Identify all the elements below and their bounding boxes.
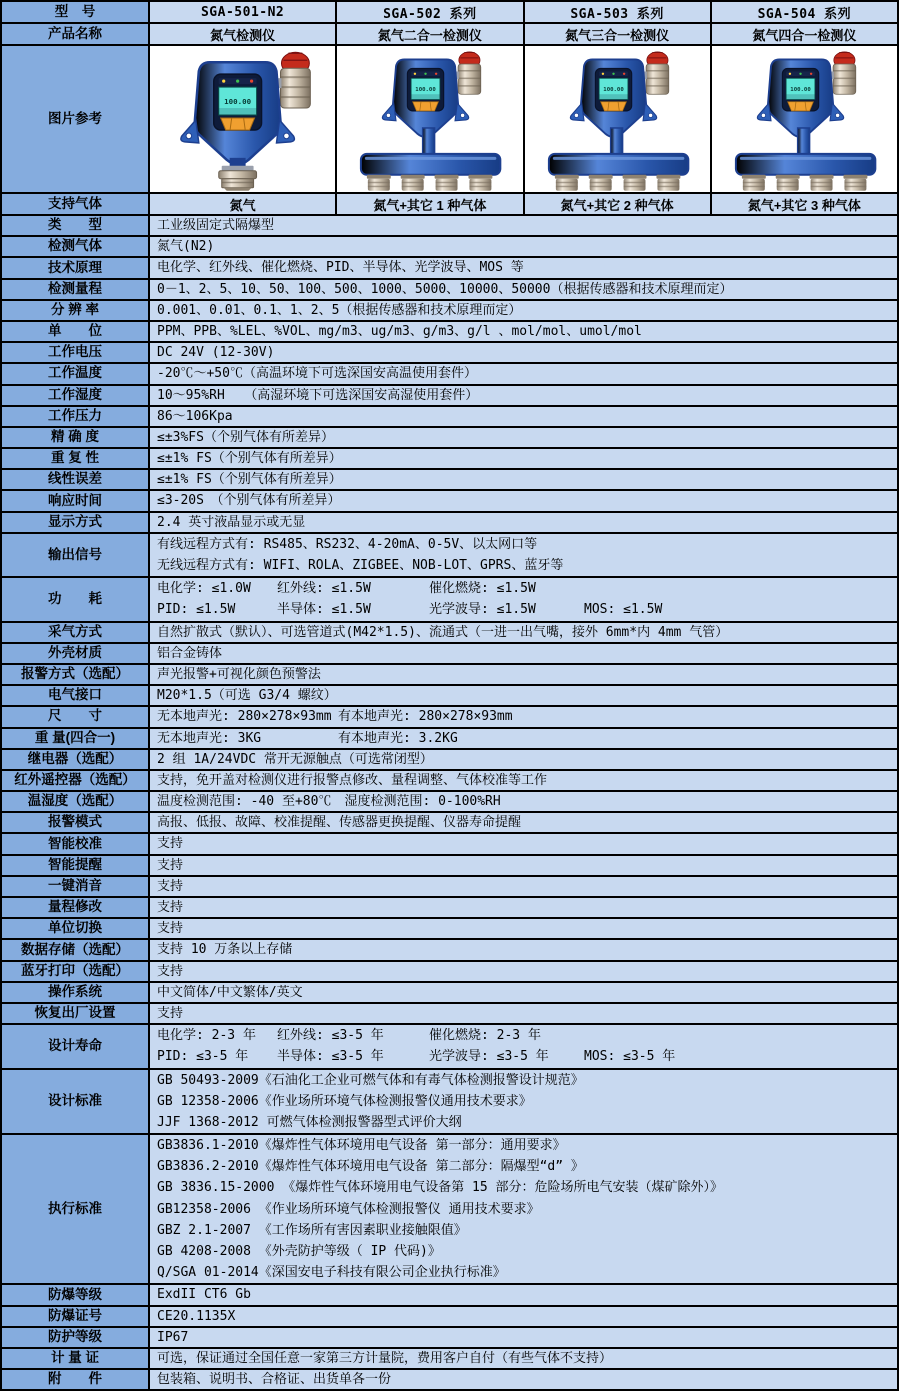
value-text: 工业级固定式隔爆型 — [157, 218, 275, 233]
image-cell — [150, 46, 337, 192]
value-segment: 半导体: ≤3-5 年 — [277, 1049, 384, 1065]
model-col-2: SGA-503 系列 — [525, 2, 712, 22]
row-label: 计 量 证 — [2, 1349, 150, 1368]
spec-row — [2, 534, 897, 578]
spec-row — [2, 364, 897, 385]
row-value — [150, 1328, 897, 1347]
value-line — [157, 1135, 897, 1156]
spec-row — [2, 1285, 897, 1306]
value-segment: 光学波导: ≤1.5W — [429, 602, 536, 618]
value-line — [157, 834, 897, 853]
value-line — [157, 919, 897, 938]
row-value — [150, 534, 897, 576]
value-segment: MOS: ≤3-5 年 — [584, 1049, 676, 1065]
value-segment: 有本地声光: 3.2KG — [338, 730, 458, 746]
row-label: 电气接口 — [2, 686, 150, 705]
row-label: 设计标准 — [2, 1070, 150, 1134]
value-text: 10～95%RH （高湿环境下可选深国安高湿使用套件） — [157, 387, 479, 403]
row-label: 工作电压 — [2, 343, 150, 362]
row-value — [150, 623, 897, 642]
spec-row — [2, 343, 897, 364]
spec-row — [2, 386, 897, 407]
row-label: 继电器（选配） — [2, 750, 150, 769]
row-value — [150, 280, 897, 299]
row-label: 智能提醒 — [2, 856, 150, 875]
row-label: 重 复 性 — [2, 449, 150, 468]
row-label: 附 件 — [2, 1370, 150, 1389]
value-text: GB3836.1-2010《爆炸性气体环境用电气设备 第一部分：通用要求》 — [157, 1138, 566, 1154]
value-segment: 催化燃烧: 2-3 年 — [429, 1028, 541, 1044]
value-text: 2.4 英寸液晶显示或无显 — [157, 514, 306, 530]
value-line — [157, 983, 897, 1002]
row-value — [150, 301, 897, 320]
value-line — [157, 237, 897, 256]
value-text: ExdII CT6 Gb — [157, 1287, 251, 1303]
row-label: 单 位 — [2, 322, 150, 341]
row-value — [150, 1370, 897, 1389]
model-col-3: SGA-504 系列 — [712, 2, 897, 22]
row-value — [150, 386, 897, 405]
row-value — [150, 237, 897, 256]
row-value — [150, 771, 897, 790]
spec-row — [2, 449, 897, 470]
row-label: 执行标准 — [2, 1135, 150, 1283]
row-value — [150, 322, 897, 341]
value-text: 支持 — [157, 836, 184, 852]
value-text: 支持 — [157, 878, 184, 894]
spec-row — [2, 280, 897, 301]
value-text: M20*1.5（可选 G3/4 螺纹） — [157, 688, 337, 704]
spec-row — [2, 940, 897, 961]
row-value — [150, 665, 897, 684]
row-value — [150, 1025, 897, 1067]
value-line — [157, 940, 897, 959]
value-text: IP67 — [157, 1329, 189, 1345]
value-line — [157, 301, 897, 320]
row-label: 工作温度 — [2, 364, 150, 383]
row-value — [150, 428, 897, 447]
value-line — [157, 729, 897, 748]
value-text: ≤3-20S （个别气体有所差异） — [157, 493, 341, 509]
value-line — [157, 1070, 897, 1091]
spec-row — [2, 856, 897, 877]
value-text: 支持 — [157, 963, 184, 979]
value-text: 0－1、2、5、10、50、100、500、1000、5000、10000、50000（根据传感器和技术原理而定） — [157, 281, 733, 297]
spec-row — [2, 578, 897, 622]
row-label: 设计寿命 — [2, 1025, 150, 1067]
value-line — [157, 578, 897, 599]
value-text: 电化学、红外线、催化燃烧、PID、半导体、光学波导、MOS 等 — [157, 260, 524, 276]
row-value — [150, 919, 897, 938]
model-col-0: SGA-501-N2 — [150, 2, 337, 22]
value-text: DC 24V (12-30V) — [157, 345, 275, 361]
value-line — [157, 665, 897, 684]
row-label: 红外遥控器（选配） — [2, 771, 150, 790]
value-line — [157, 707, 897, 726]
row-value — [150, 856, 897, 875]
value-text: 支持 — [157, 1005, 184, 1021]
row-label: 线性误差 — [2, 470, 150, 489]
spec-row — [2, 322, 897, 343]
row-value — [150, 343, 897, 362]
spec-row — [2, 962, 897, 983]
row-label: 型 号 — [2, 2, 150, 22]
value-text: -20℃～+50℃（高温环境下可选深国安高温使用套件） — [157, 366, 477, 382]
value-line — [157, 962, 897, 981]
value-text: 支持 10 万条以上存储 — [157, 942, 293, 958]
row-label: 量程修改 — [2, 898, 150, 917]
value-line — [157, 1370, 897, 1389]
spec-row — [2, 1070, 897, 1136]
value-line — [157, 750, 897, 769]
row-value — [150, 513, 897, 532]
image-cell — [525, 46, 712, 192]
supported-gas-col-1: 氮气+其它 1 种气体 — [337, 194, 524, 214]
model-row — [2, 2, 897, 24]
value-line — [157, 1177, 897, 1198]
spec-row — [2, 1370, 897, 1389]
row-value — [150, 729, 897, 748]
row-label: 一键消音 — [2, 877, 150, 896]
value-line — [157, 513, 897, 532]
value-line — [157, 1307, 897, 1326]
spec-row — [2, 834, 897, 855]
row-value — [150, 898, 897, 917]
value-segment: 无本地声光: 280×278×93mm — [157, 709, 332, 725]
row-value — [150, 644, 897, 663]
value-text: GB 4208-2008 《外壳防护等级（ IP 代码)》 — [157, 1244, 441, 1259]
row-label: 工作湿度 — [2, 386, 150, 405]
value-text: JJF 1368-2012 可燃气体检测报警器型式评价大纲 — [157, 1114, 462, 1130]
value-text: GB 12358-2006《作业场所环境气体检测报警仪通用技术要求》 — [157, 1093, 532, 1109]
gas-detector-single-icon — [150, 46, 335, 192]
value-line — [157, 322, 897, 341]
product-name-col-3: 氮气四合一检测仪 — [712, 24, 897, 44]
value-line — [157, 792, 897, 811]
value-line — [157, 343, 897, 362]
value-text: PPM、PPB、%LEL、%VOL、mg/m3、ug/m3、g/m3、g/l 、mol/mol、umol/mol — [157, 323, 642, 339]
value-line — [157, 1156, 897, 1177]
value-text: GB 3836.15-2000 《爆炸性气体环境用电气设备第 15 部分：危险场所电气安装（煤矿除外）》 — [157, 1180, 724, 1196]
row-value — [150, 1135, 897, 1283]
value-line — [157, 470, 897, 489]
row-value — [150, 1004, 897, 1023]
row-label: 重 量(四合一) — [2, 729, 150, 748]
spec-row — [2, 491, 897, 512]
row-value — [150, 940, 897, 959]
supported-gas-col-3: 氮气+其它 3 种气体 — [712, 194, 897, 214]
value-line — [157, 856, 897, 875]
row-label: 报警方式（选配） — [2, 665, 150, 684]
value-line — [157, 1112, 897, 1133]
spec-row — [2, 1135, 897, 1285]
row-value — [150, 1349, 897, 1368]
value-line — [157, 1349, 897, 1368]
row-value — [150, 1307, 897, 1326]
product-name-col-1: 氮气二合一检测仪 — [337, 24, 524, 44]
row-label: 输出信号 — [2, 534, 150, 576]
row-label: 数据存储（选配） — [2, 940, 150, 959]
value-segment: PID: ≤1.5W — [157, 602, 236, 618]
row-label: 功 耗 — [2, 578, 150, 620]
image-cell — [337, 46, 524, 192]
value-line — [157, 644, 897, 663]
spec-row — [2, 813, 897, 834]
row-label: 报警模式 — [2, 813, 150, 832]
row-label: 外壳材质 — [2, 644, 150, 663]
row-value — [150, 750, 897, 769]
value-line — [157, 449, 897, 468]
product-name-col-0: 氮气检测仪 — [150, 24, 337, 44]
value-text: ≤±1% FS（个别气体有所差异） — [157, 472, 342, 488]
spec-row — [2, 686, 897, 707]
value-line — [157, 813, 897, 832]
value-line — [157, 898, 897, 917]
value-text: 可选，保证通过全国任意一家第三方计量院，费用客户自付（有些气体不支持） — [157, 1350, 613, 1366]
value-text: GBZ 2.1-2007 《工作场所有害因素职业接触限值》 — [157, 1222, 467, 1238]
row-label: 技术原理 — [2, 258, 150, 277]
gas-detector-multi-icon — [337, 46, 522, 192]
value-line — [157, 258, 897, 277]
value-text: ≤±3%FS（个别气体有所差异） — [157, 429, 334, 445]
spec-row — [2, 301, 897, 322]
value-text: 声光报警+可视化颜色预警法 — [157, 666, 321, 682]
row-label: 采气方式 — [2, 623, 150, 642]
value-text: 支持 — [157, 900, 184, 915]
value-line — [157, 364, 897, 383]
row-label: 恢复出厂设置 — [2, 1004, 150, 1023]
value-text: 高报、低报、故障、校准提醒、传感器更换提醒、仪器寿命提醒 — [157, 815, 522, 831]
spec-row — [2, 644, 897, 665]
row-value — [150, 686, 897, 705]
supported-gas-row — [2, 194, 897, 216]
image-cell — [712, 46, 897, 192]
row-label: 分 辨 率 — [2, 301, 150, 320]
row-value — [150, 407, 897, 426]
value-line — [157, 386, 897, 405]
row-label: 检测量程 — [2, 280, 150, 299]
product-name-row — [2, 24, 897, 46]
value-line — [157, 771, 897, 790]
spec-row — [2, 1328, 897, 1349]
row-label: 单位切换 — [2, 919, 150, 938]
value-line — [157, 1199, 897, 1220]
value-text: 86～106Kpa — [157, 408, 233, 424]
row-value — [150, 877, 897, 896]
value-segment: PID: ≤3-5 年 — [157, 1049, 249, 1065]
value-text: 支持 — [157, 921, 184, 937]
row-label: 检测气体 — [2, 237, 150, 256]
gas-detector-multi-icon — [525, 46, 710, 192]
supported-gas-col-2: 氮气+其它 2 种气体 — [525, 194, 712, 214]
value-line — [157, 428, 897, 447]
row-label: 类 型 — [2, 216, 150, 235]
row-value — [150, 258, 897, 277]
spec-row — [2, 729, 897, 750]
spec-row — [2, 1025, 897, 1069]
spec-row — [2, 792, 897, 813]
value-text: 包装箱、说明书、合格证、出货单各一份 — [157, 1372, 392, 1388]
row-label: 支持气体 — [2, 194, 150, 214]
value-text: 无线远程方式有: WIFI、ROLA、ZIGBEE、NOB-LOT、GPRS、蓝牙等 — [157, 558, 564, 573]
row-label: 操作系统 — [2, 983, 150, 1002]
value-segment: 电化学: ≤1.0W — [157, 581, 251, 597]
value-line — [157, 1241, 897, 1262]
value-line — [157, 534, 897, 555]
row-value — [150, 491, 897, 510]
row-value — [150, 1070, 897, 1134]
value-line — [157, 1328, 897, 1347]
value-line — [157, 877, 897, 896]
row-value — [150, 813, 897, 832]
value-text: GB12358-2006 《作业场所环境气体检测报警仪 通用技术要求》 — [157, 1201, 540, 1217]
row-label: 尺 寸 — [2, 707, 150, 726]
value-text: 中文简体/中文繁体/英文 — [157, 984, 303, 1000]
spec-row — [2, 707, 897, 728]
value-text: ≤±1% FS（个别气体有所差异） — [157, 451, 342, 467]
value-segment: 半导体: ≤1.5W — [277, 602, 371, 618]
spec-row — [2, 877, 897, 898]
value-line — [157, 1046, 897, 1067]
gas-detector-multi-icon — [712, 46, 897, 192]
row-value — [150, 470, 897, 489]
row-label: 响应时间 — [2, 491, 150, 510]
spec-row — [2, 771, 897, 792]
row-value — [150, 449, 897, 468]
row-label: 防爆等级 — [2, 1285, 150, 1304]
spec-row — [2, 623, 897, 644]
value-text: GB 50493-2009《石油化工企业可燃气体和有毒气体检测报警设计规范》 — [157, 1072, 584, 1088]
spec-row — [2, 237, 897, 258]
row-label: 防护等级 — [2, 1328, 150, 1347]
spec-row — [2, 898, 897, 919]
spec-row — [2, 665, 897, 686]
value-line — [157, 1262, 897, 1283]
value-text: Q/SGA 01-2014《深国安电子科技有限公司企业执行标准》 — [157, 1265, 506, 1281]
spec-row — [2, 1349, 897, 1370]
product-name-col-2: 氮气三合一检测仪 — [525, 24, 712, 44]
value-text: 自然扩散式（默认）、可选管道式(M42*1.5)、流通式（一进一出气嘴，接外 6mm*内 4mm 气管） — [157, 624, 729, 640]
value-text: 0.001、0.01、0.1、1、2、5（根据传感器和技术原理而定） — [157, 302, 522, 318]
value-line — [157, 686, 897, 705]
value-segment: MOS: ≤1.5W — [584, 602, 663, 618]
value-line — [157, 1285, 897, 1304]
value-line — [157, 1220, 897, 1241]
row-value — [150, 578, 897, 620]
spec-row — [2, 216, 897, 237]
row-label: 显示方式 — [2, 513, 150, 532]
value-segment: 无本地声光: 3KG — [157, 730, 262, 746]
supported-gas-col-0: 氮气 — [150, 194, 337, 214]
row-label: 防爆证号 — [2, 1307, 150, 1326]
spec-row — [2, 407, 897, 428]
value-text: 有线远程方式有: RS485、RS232、4-20mA、0-5V、以太网口等 — [157, 536, 538, 552]
value-line — [157, 555, 897, 576]
spec-row — [2, 919, 897, 940]
value-line — [157, 623, 897, 642]
spec-row — [2, 428, 897, 449]
value-text: 支持，免开盖对检测仪进行报警点修改、量程调整、气体校准等工作 — [157, 772, 548, 788]
value-text: GB3836.2-2010《爆炸性气体环境用电气设备 第二部分：隔爆型“d” 》 — [157, 1159, 584, 1175]
value-text: 温度检测范围: -40 至+80℃ 湿度检测范围: 0-100%RH — [157, 794, 501, 810]
spec-row — [2, 470, 897, 491]
spec-row — [2, 1004, 897, 1025]
row-label: 智能校准 — [2, 834, 150, 853]
value-segment: 红外线: ≤1.5W — [277, 581, 371, 597]
value-segment: 有本地声光: 280×278×93mm — [338, 709, 513, 725]
value-text: 氮气(N2) — [157, 239, 215, 255]
value-line — [157, 491, 897, 510]
value-text: CE20.1135X — [157, 1308, 236, 1324]
row-value — [150, 1285, 897, 1304]
spec-row — [2, 750, 897, 771]
value-line — [157, 599, 897, 620]
value-line — [157, 1004, 897, 1023]
value-line — [157, 407, 897, 426]
value-segment: 电化学: 2-3 年 — [157, 1028, 256, 1044]
spec-row — [2, 983, 897, 1004]
row-value — [150, 216, 897, 235]
value-line — [157, 216, 897, 235]
row-label: 温湿度（选配） — [2, 792, 150, 811]
row-value — [150, 707, 897, 726]
row-label: 图片参考 — [2, 46, 150, 192]
value-text: 铝合金铸体 — [157, 645, 223, 661]
row-label: 产品名称 — [2, 24, 150, 44]
spec-row — [2, 258, 897, 279]
value-line — [157, 1025, 897, 1046]
row-value — [150, 962, 897, 981]
value-text: 2 组 1A/24VDC 常开无源触点（可选常闭型） — [157, 751, 433, 767]
value-line — [157, 280, 897, 299]
row-value — [150, 983, 897, 1002]
row-value — [150, 792, 897, 811]
value-line — [157, 1091, 897, 1112]
row-label: 工作压力 — [2, 407, 150, 426]
image-row — [2, 46, 897, 194]
row-label: 蓝牙打印（选配） — [2, 962, 150, 981]
spec-row — [2, 1307, 897, 1328]
row-value — [150, 834, 897, 853]
value-segment: 光学波导: ≤3-5 年 — [429, 1049, 549, 1065]
spec-row — [2, 513, 897, 534]
value-segment: 催化燃烧: ≤1.5W — [429, 581, 536, 597]
model-col-1: SGA-502 系列 — [337, 2, 524, 22]
row-label: 精 确 度 — [2, 428, 150, 447]
value-segment: 红外线: ≤3-5 年 — [277, 1028, 384, 1044]
row-value — [150, 364, 897, 383]
value-text: 支持 — [157, 857, 184, 873]
